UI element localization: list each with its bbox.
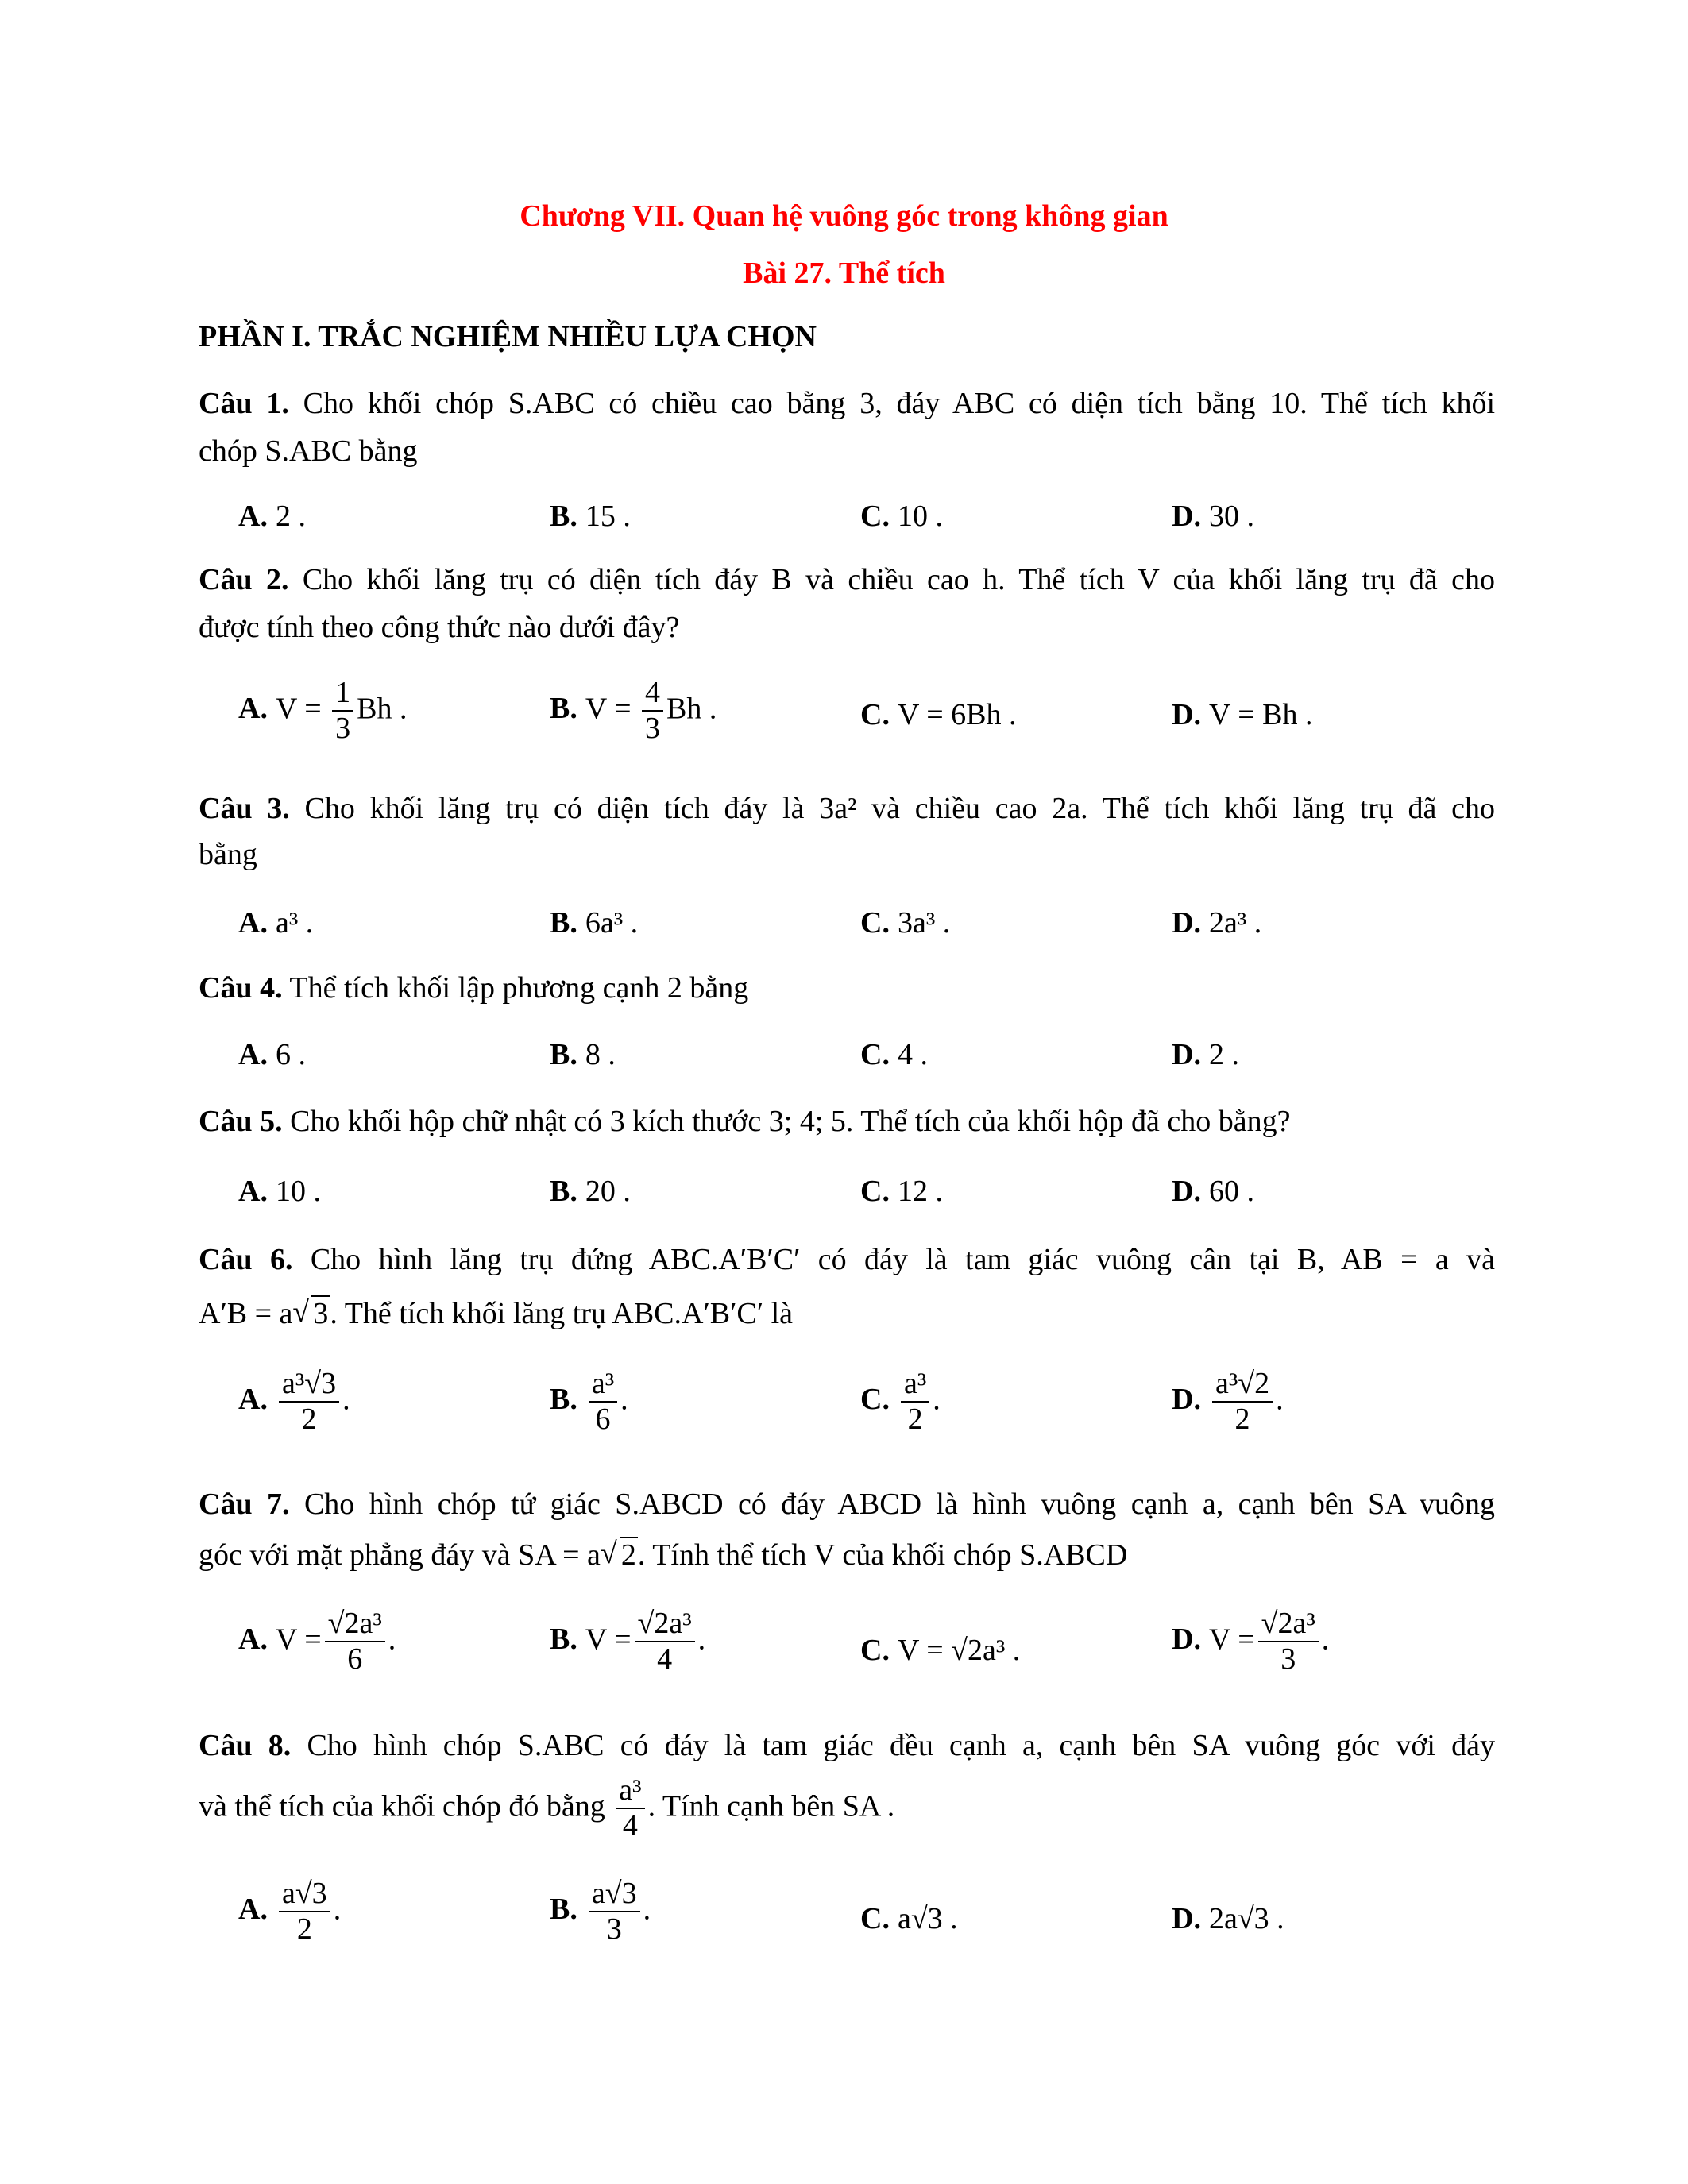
chapter-title: Chương VII. Quan hệ vuông góc trong không gian [520, 199, 1168, 233]
question-2-option-a[interactable]: A. V = $\frac{1}{3}$ Bh . [238, 676, 408, 745]
question-5-option-a[interactable]: A. 10 . [238, 1175, 321, 1208]
question-3-option-d[interactable]: D. 2a³ . [1172, 906, 1262, 940]
question-6-option-d[interactable]: D. $\frac{\text{a³√2}}{2}$ . [1172, 1367, 1284, 1436]
question-6-line-2: A′B = a√ 3. Thể tích khối lăng trụ ABC.A′B′C′ là [199, 1296, 1495, 1331]
question-2-line-2: được tính theo công thức nào dưới đây? [199, 611, 680, 644]
question-6-option-c[interactable]: C. $\frac{\text{a³}}{2}$ . [860, 1367, 941, 1436]
question-5-option-b[interactable]: B. 20 . [550, 1175, 631, 1208]
question-7-option-a[interactable]: A. V = $\frac{\text{√2a³}}{6}$ . [238, 1607, 396, 1676]
question-1-option-d[interactable]: D. 30 . [1172, 500, 1254, 533]
question-7-option-d[interactable]: D. V = $\frac{\text{√2a³}}{3}$ . [1172, 1607, 1330, 1676]
question-8-line-2: và thể tích của khối chóp đó bằng $\frac{\text{a³}}{4}$ . Tính cạnh bên SA . [199, 1773, 895, 1843]
question-4-option-c[interactable]: C. 4 . [860, 1038, 928, 1071]
question-2-line-1: Câu 2. Cho khối lăng trụ có diện tích đáy B và chiều cao h. Thể tích V của khối lăng trụ đã cho [199, 563, 1496, 596]
question-7-line-1: Câu 7. Cho hình chóp tứ giác S.ABCD có đáy ABCD là hình vuông cạnh a, cạnh bên SA vuông [199, 1488, 1496, 1521]
question-4-option-d[interactable]: D. 2 . [1172, 1038, 1239, 1071]
question-6-line-1: Câu 6. Cho hình lăng trụ đứng ABC.A′B′C′ có đáy là tam giác vuông cân tại B, AB = a và [199, 1243, 1496, 1276]
question-3-line-2: bằng [199, 838, 257, 871]
question-5-option-d[interactable]: D. 60 . [1172, 1175, 1254, 1208]
question-8-option-d[interactable]: D. 2a√3 . [1172, 1902, 1284, 1935]
question-1-option-a[interactable]: A. 2 . [238, 500, 306, 533]
question-5-line-1: Câu 5. Cho khối hộp chữ nhật có 3 kích thước 3; 4; 5. Thể tích của khối hộp đã cho bằng? [199, 1105, 1291, 1138]
question-1-option-c[interactable]: C. 10 . [860, 500, 943, 533]
lesson-title: Bài 27. Thể tích [743, 257, 945, 290]
question-8-option-b[interactable]: B. $\frac{a√3}{3}$ . [550, 1877, 651, 1946]
question-1-option-b[interactable]: B. 15 . [550, 500, 631, 533]
question-8-option-c[interactable]: C. a√3 . [860, 1902, 958, 1935]
question-8-line-1: Câu 8. Cho hình chóp S.ABC có đáy là tam giác đều cạnh a, cạnh bên SA vuông góc với đáy [199, 1729, 1496, 1762]
question-3-option-a[interactable]: A. a³ . [238, 906, 314, 940]
section-heading: PHẦN I. TRẮC NGHIỆM NHIỀU LỰA CHỌN [199, 320, 817, 353]
question-1-line-2: chóp S.ABC bằng [199, 434, 418, 468]
question-4-option-a[interactable]: A. 6 . [238, 1038, 306, 1071]
question-3-option-c[interactable]: C. 3a³ . [860, 906, 951, 940]
question-6-option-a[interactable]: A. $\frac{\text{a³√3}}{2}$ . [238, 1367, 350, 1436]
question-6-option-b[interactable]: B. $\frac{\text{a³}}{6}$ . [550, 1367, 628, 1436]
question-1-line-1: Câu 1. Cho khối chóp S.ABC có chiều cao bằng 3, đáy ABC có diện tích bằng 10. Thể tích khối [199, 387, 1496, 420]
question-4-option-b[interactable]: B. 8 . [550, 1038, 616, 1071]
question-7-option-c[interactable]: C. V = √2a³ . [860, 1634, 1021, 1667]
question-7-option-b[interactable]: B. V = $\frac{\text{√2a³}}{4}$ . [550, 1607, 706, 1676]
question-2-option-c[interactable]: C. V = 6Bh . [860, 698, 1017, 731]
question-2-option-d[interactable]: D. V = Bh . [1172, 698, 1313, 731]
question-3-option-b[interactable]: B. 6a³ . [550, 906, 639, 940]
question-8-option-a[interactable]: A. $\frac{a√3}{2}$ . [238, 1877, 342, 1946]
question-4-line-1: Câu 4. Thể tích khối lập phương cạnh 2 bằng [199, 971, 749, 1005]
question-2-option-b[interactable]: B. V = $\frac{4}{3}$ Bh . [550, 676, 717, 745]
question-7-line-2: góc với mặt phẳng đáy và SA = a√ 2. Tính thể tích V của khối chóp S.ABCD [199, 1538, 1495, 1572]
question-3-line-1: Câu 3. Cho khối lăng trụ có diện tích đáy là 3a² và chiều cao 2a. Thể tích khối lăng trụ đã cho [199, 792, 1496, 825]
question-5-option-c[interactable]: C. 12 . [860, 1175, 943, 1208]
